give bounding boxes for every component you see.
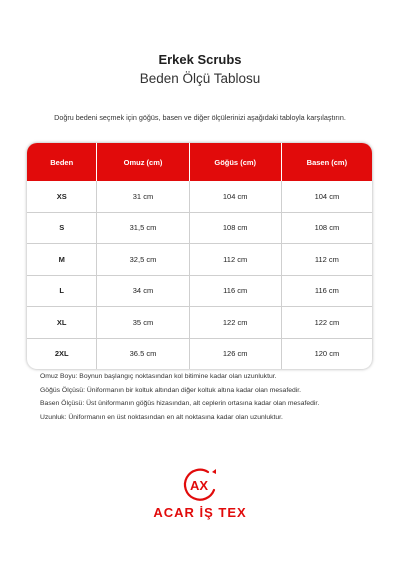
table-row: [27, 275, 372, 307]
page-subtitle: Beden Ölçü Tablosu: [139, 71, 261, 86]
intro-text: Doğru bedeni seçmek için göğüs, basen ve diğer ölçülerinizi aşağıdaki tabloyla karşılaştırın.: [54, 113, 346, 122]
cell-chest: 108 cm: [190, 213, 282, 244]
header-hip: Basen (cm): [306, 157, 348, 167]
cell-chest: 116 cm: [190, 276, 282, 307]
cell-shoulder: 31 cm: [97, 181, 189, 212]
cell-hip: 112 cm: [314, 254, 339, 264]
size-chart-table: [27, 143, 372, 369]
cell-hip: 120 cm: [314, 349, 340, 359]
note-length: Uzunluk: Üniformanın en üst noktasından en alt noktasına kadar olan uzunluktur.: [40, 413, 283, 421]
cell-shoulder: 31,5 cm: [97, 213, 189, 244]
cell-chest: 112 cm: [190, 244, 282, 275]
cell-size: XS: [27, 181, 97, 212]
table-row: [27, 306, 372, 338]
note-chest: Göğüs Ölçüsü: Üniformanın bir koltuk altından diğer koltuk altına kadar olan mesafedir.: [40, 386, 302, 394]
cell-shoulder: 36.5 cm: [97, 339, 189, 370]
logo-mark-icon: [178, 466, 222, 504]
cell-shoulder: 34 cm: [97, 276, 189, 307]
cell-hip: 104 cm: [314, 191, 340, 201]
cell-shoulder: 35 cm: [97, 307, 189, 338]
logo-mark-text: AX: [189, 478, 209, 493]
page-title: Erkek Scrubs: [158, 52, 242, 67]
cell-size: S: [27, 213, 97, 244]
header-chest: Göğüs (cm): [190, 143, 282, 181]
header-shoulder: Omuz (cm): [97, 143, 189, 181]
table-row: [27, 243, 372, 275]
measurement-notes: [40, 370, 380, 424]
header-size: Beden: [27, 143, 97, 181]
table-body: [27, 181, 372, 369]
cell-shoulder: 32,5 cm: [97, 244, 189, 275]
table-row: [27, 212, 372, 244]
note-shoulder: Omuz Boyu: Boynun başlangıç noktasından kol bitimine kadar olan uzunluktur.: [40, 373, 277, 380]
cell-size: XL: [27, 307, 97, 338]
cell-hip: 122 cm: [314, 317, 340, 327]
cell-chest: 126 cm: [190, 339, 282, 370]
table-header-row: [27, 143, 372, 181]
cell-hip: 108 cm: [314, 223, 340, 233]
cell-hip: 116 cm: [314, 286, 339, 296]
note-hip: Basen Ölçüsü: Üst üniformanın göğüs hizasından, alt ceplerin ortasına kadar olan mesafedir.: [40, 400, 320, 407]
table-row: [27, 338, 372, 370]
cell-size: L: [27, 276, 97, 307]
table-row: [27, 181, 372, 212]
cell-size: 2XL: [27, 339, 97, 370]
cell-chest: 122 cm: [190, 307, 282, 338]
cell-size: M: [27, 244, 97, 275]
cell-chest: 104 cm: [190, 181, 282, 212]
brand-name: ACAR İŞ TEX: [153, 505, 247, 520]
